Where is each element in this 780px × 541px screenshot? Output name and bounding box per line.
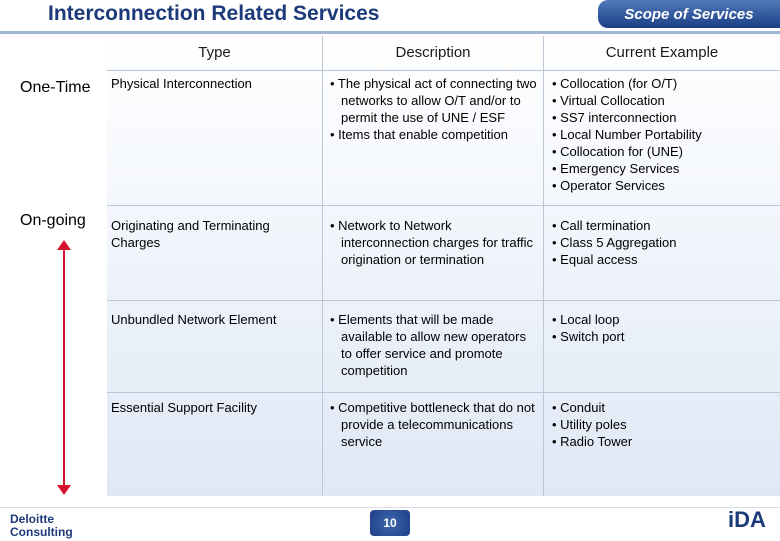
column-header-description: Description bbox=[395, 44, 471, 61]
table-cell-type: Essential Support Facility bbox=[111, 400, 257, 415]
table-divider bbox=[107, 392, 780, 393]
table-cell-type: Unbundled Network Element bbox=[111, 312, 277, 327]
example-item: • Virtual Collocation bbox=[552, 93, 665, 108]
example-item: • Equal access bbox=[552, 252, 638, 267]
arrow-down-icon bbox=[57, 485, 71, 495]
page-number: 10 bbox=[370, 510, 410, 536]
description-item: • Network to Network interconnection charges for traffic origination or termination bbox=[330, 218, 533, 267]
example-item: • Conduit bbox=[552, 400, 605, 415]
description-item: • The physical act of connecting two networks to allow O/T and/or to permit the use of UNE / ESF bbox=[330, 76, 537, 125]
example-item: • Call termination bbox=[552, 218, 651, 233]
title-divider bbox=[0, 31, 780, 34]
example-item: • Operator Services bbox=[552, 178, 665, 193]
table-divider bbox=[543, 36, 544, 496]
row-label-one-time: One-Time bbox=[20, 79, 91, 96]
table-divider bbox=[322, 36, 323, 496]
example-item: • Emergency Services bbox=[552, 161, 680, 176]
logo-line: Deloitte bbox=[10, 512, 55, 526]
example-item: • SS7 interconnection bbox=[552, 110, 677, 125]
example-item: • Switch port bbox=[552, 329, 625, 344]
timeline-arrow bbox=[63, 247, 65, 487]
description-item: • Competitive bottleneck that do not provide a telecommunications service bbox=[330, 400, 535, 449]
table-divider bbox=[107, 300, 780, 301]
table-cell-type: Originating and Terminating Charges bbox=[111, 218, 270, 250]
example-item: • Collocation (for O/T) bbox=[552, 76, 678, 91]
example-item: • Class 5 Aggregation bbox=[552, 235, 677, 250]
example-item: • Utility poles bbox=[552, 417, 627, 432]
example-item: • Radio Tower bbox=[552, 434, 633, 449]
table-divider bbox=[107, 70, 780, 71]
table-cell-type: Physical Interconnection bbox=[111, 76, 252, 91]
description-item: • Items that enable competition bbox=[330, 127, 508, 142]
deloitte-logo bbox=[10, 513, 73, 539]
example-item: • Collocation for (UNE) bbox=[552, 144, 683, 159]
example-item: • Local loop bbox=[552, 312, 620, 327]
ida-logo: iDA bbox=[728, 507, 766, 532]
table-divider bbox=[107, 205, 780, 206]
column-header-example: Current Example bbox=[605, 44, 719, 61]
row-label-on-going: On-going bbox=[20, 212, 86, 229]
example-item: • Local Number Portability bbox=[552, 127, 702, 142]
description-item: • Elements that will be made available to allow new operators to offer service and promote competition bbox=[330, 312, 526, 378]
column-header-type: Type bbox=[198, 44, 231, 61]
scope-of-services-tab: Scope of Services bbox=[598, 0, 780, 28]
logo-line: Consulting bbox=[10, 525, 73, 539]
page-title: Interconnection Related Services bbox=[48, 2, 380, 25]
